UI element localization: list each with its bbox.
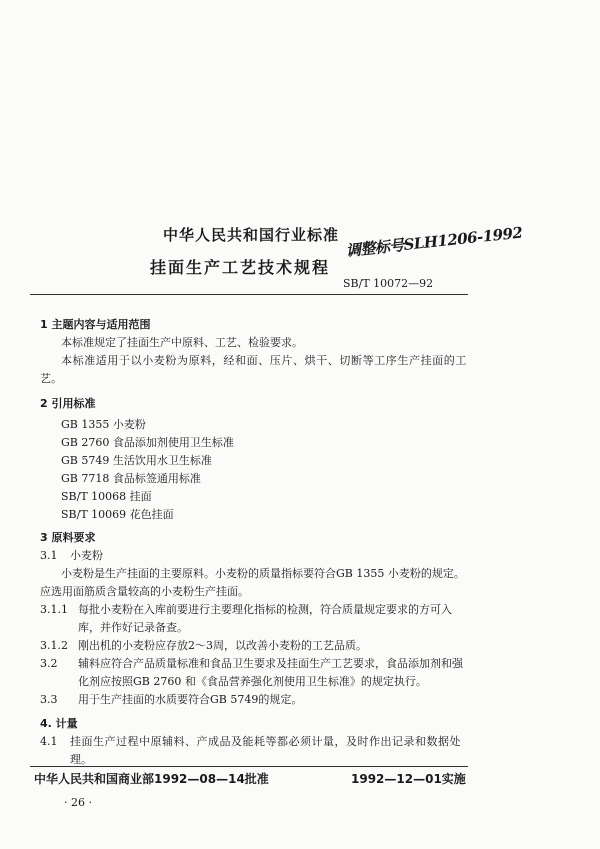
- section-heading: 4. 计量: [40, 717, 78, 730]
- section-heading: 1 主题内容与适用范围: [40, 318, 151, 331]
- header-rule: [30, 294, 468, 295]
- paragraph-line: 艺。: [40, 372, 62, 385]
- reference-item: GB 7718 食品标签通用标准: [61, 472, 201, 485]
- reference-item: GB 2760 食品添加剂使用卫生标准: [61, 436, 234, 449]
- clause-text: 每批小麦粉在入库前要进行主要理化指标的检测，符合质量规定要求的方可入: [78, 603, 452, 616]
- standard-code: SB/T 10072—92: [343, 277, 434, 290]
- clause-number: 3.1.2: [40, 639, 68, 652]
- clause-text: 辅料应符合产品质量标准和食品卫生要求及挂面生产工艺要求，食品添加剂和强: [78, 657, 463, 670]
- clause-number: 3.1: [40, 549, 58, 562]
- clause-text: 库，并作好记录备查。: [78, 621, 188, 634]
- clause-text: 理。: [70, 753, 92, 766]
- clause-text: 刚出机的小麦粉应存放2～3周，以改善小麦粉的工艺品质。: [78, 639, 367, 652]
- paragraph-line: 本标准适用于以小麦粉为原料，经和面、压片、烘干、切断等工序生产挂面的工: [61, 354, 467, 367]
- page-number: · 26 ·: [64, 796, 92, 809]
- reference-item: SB/T 10069 花色挂面: [61, 508, 174, 521]
- clause-text: 小麦粉是生产挂面的主要原料。小麦粉的质量指标要符合GB 1355 小麦粉的规定。: [61, 567, 465, 580]
- reference-item: SB/T 10068 挂面: [61, 490, 152, 503]
- paragraph-line: 本标准规定了挂面生产中原料、工艺、检验要求。: [61, 336, 303, 349]
- clause-number: 3.1.1: [40, 603, 68, 616]
- standard-category-title: 中华人民共和国行业标准: [163, 226, 340, 244]
- implementation-date: 1992—12—01实施: [351, 772, 466, 786]
- clause-number: 3.3: [40, 693, 58, 706]
- clause-number: 4.1: [40, 735, 58, 748]
- section-heading: 3 原料要求: [40, 531, 96, 544]
- section-heading: 2 引用标准: [40, 397, 96, 410]
- document-title: 挂面生产工艺技术规程: [150, 258, 331, 277]
- footer-rule: [30, 766, 468, 767]
- clause-text: 化剂应按照GB 2760 和《食品营养强化剂使用卫生标准》的规定执行。: [78, 675, 427, 688]
- approval-line: 中华人民共和国商业部1992—08—14批准: [34, 772, 269, 786]
- clause-number: 3.2: [40, 657, 58, 670]
- clause-text: 用于生产挂面的水质要符合GB 5749的规定。: [78, 693, 303, 706]
- clause-text: 小麦粉: [70, 549, 103, 562]
- clause-text: 挂面生产过程中原辅料、产成品及能耗等都必须计量，及时作出记录和数据处: [70, 735, 461, 748]
- clause-text: 应选用面筋质含量较高的小麦粉生产挂面。: [40, 585, 249, 598]
- reference-item: GB 1355 小麦粉: [61, 418, 146, 431]
- handwritten-annotation: 调整标号SLH1206-1992: [345, 223, 524, 261]
- reference-item: GB 5749 生活饮用水卫生标准: [61, 454, 212, 467]
